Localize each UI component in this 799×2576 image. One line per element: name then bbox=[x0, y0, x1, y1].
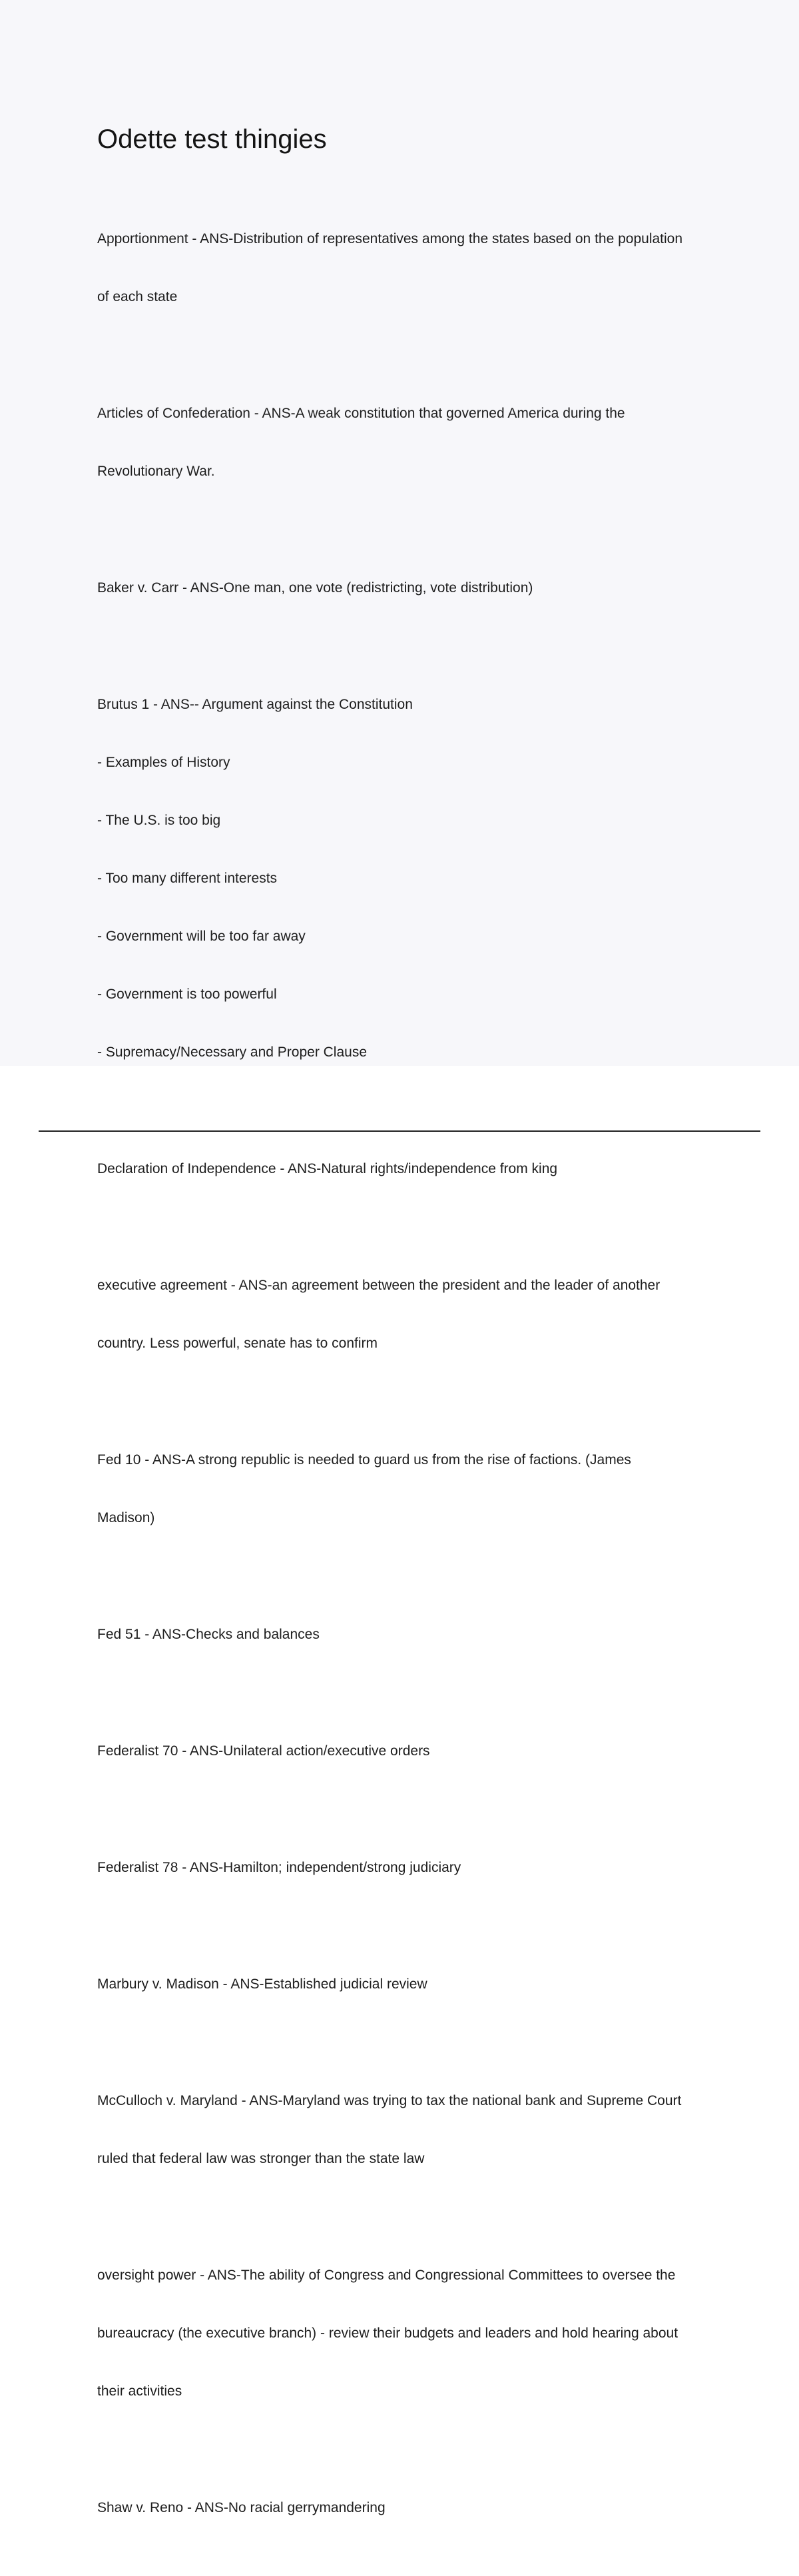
entry-oversight-power bbox=[97, 2227, 730, 2439]
entry-line: executive agreement - ANS-an agreement between the president and the leader of another bbox=[97, 1278, 661, 1293]
entry-line: Revolutionary War. bbox=[97, 464, 215, 479]
entry-line: bureaucracy (the executive branch) - review their budgets and leaders and hold hearing about bbox=[97, 2326, 678, 2341]
entry-line: Baker v. Carr - ANS-One man, one vote (redistricting, vote distribution) bbox=[97, 580, 533, 596]
entry-federalist-70 bbox=[97, 1703, 730, 1799]
entry-line: Fed 10 - ANS-A strong republic is needed to guard us from the rise of factions. (James bbox=[97, 1452, 631, 1468]
entry-baker-v-carr bbox=[97, 540, 730, 636]
entry-line: Apportionment - ANS-Distribution of representatives among the states based on the population bbox=[97, 231, 683, 246]
entry-fed-10 bbox=[97, 1412, 730, 1566]
entry-line: Federalist 78 - ANS-Hamilton; independent/strong judiciary bbox=[97, 1860, 461, 1875]
entry-line: Declaration of Independence - ANS-Natural rights/independence from king bbox=[97, 1161, 558, 1176]
entry-line: Articles of Confederation - ANS-A weak constitution that governed America during the bbox=[97, 406, 625, 421]
entry-line: Fed 51 - ANS-Checks and balances bbox=[97, 1627, 320, 1642]
entry-brutus-1 bbox=[97, 656, 730, 1100]
entry-bullet: - Government will be too far away bbox=[97, 929, 306, 944]
page-title: Odette test thingies bbox=[97, 125, 327, 154]
entry-bullet: - Government is too powerful bbox=[97, 987, 277, 1002]
entry-bullet: - The U.S. is too big bbox=[97, 813, 221, 828]
document-content bbox=[97, 121, 730, 2576]
entry-mcculloch-v-maryland bbox=[97, 2052, 730, 2207]
entry-marbury-v-madison bbox=[97, 1936, 730, 2032]
entry-bullet: - Too many different interests bbox=[97, 871, 278, 886]
entry-line: country. Less powerful, senate has to confirm bbox=[97, 1336, 378, 1351]
entry-fed-51 bbox=[97, 1586, 730, 1683]
entry-line: McCulloch v. Maryland - ANS-Maryland was trying to tax the national bank and Supreme Court bbox=[97, 2093, 682, 2108]
entry-shaw-v-reno bbox=[97, 2459, 730, 2556]
entry-articles-of-confederation bbox=[97, 365, 730, 520]
footer-divider bbox=[39, 1130, 760, 1132]
entry-bullet: - Supremacy/Necessary and Proper Clause bbox=[97, 1045, 368, 1060]
entry-declaration-of-independence bbox=[97, 1120, 730, 1217]
entry-line: Brutus 1 - ANS-- Argument against the Constitution bbox=[97, 697, 413, 712]
entry-line: Madison) bbox=[97, 1510, 155, 1525]
entry-line: Federalist 70 - ANS-Unilateral action/executive orders bbox=[97, 1743, 430, 1759]
entry-line: of each state bbox=[97, 289, 178, 304]
entry-line: oversight power - ANS-The ability of Congress and Congressional Committees to oversee the bbox=[97, 2268, 676, 2283]
entry-line: ruled that federal law was stronger than the state law bbox=[97, 2151, 425, 2166]
entry-line: their activities bbox=[97, 2383, 182, 2399]
entry-line: Shaw v. Reno - ANS-No racial gerrymandering bbox=[97, 2500, 386, 2515]
entry-apportionment bbox=[97, 191, 730, 345]
entry-bullet: - Examples of History bbox=[97, 755, 230, 770]
entry-line: Marbury v. Madison - ANS-Established judicial review bbox=[97, 1976, 427, 1992]
entry-executive-agreement bbox=[97, 1237, 730, 1392]
entry-federalist-78 bbox=[97, 1819, 730, 1916]
